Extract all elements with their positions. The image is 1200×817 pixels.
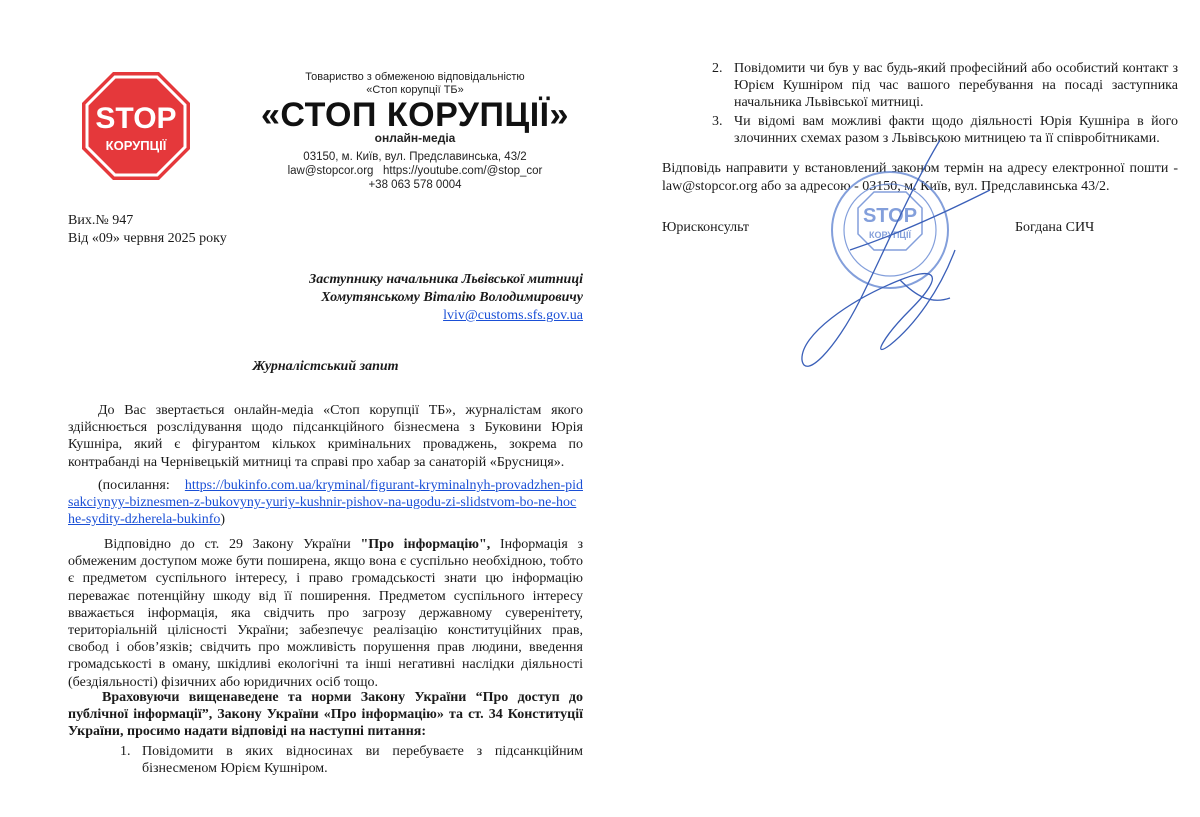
- law-text-before: Відповідно до ст. 29 Закону України: [104, 537, 351, 552]
- question-number: 1.: [120, 744, 131, 759]
- org-contacts: [230, 165, 600, 177]
- org-youtube[interactable]: https://youtube.com/@stop_cor: [383, 165, 543, 177]
- signatory-role: Юрисконсульт: [662, 220, 750, 235]
- recipient-position: Заступнику начальника Львівської митниці: [309, 272, 583, 287]
- source-article-link[interactable]: https://bukinfo.com.ua/kryminal/figurant-kryminalnyh-provadzhen-pidsakciynyy-biznesmen-z-bukovyny-yuriy-kushnir-pishov-na-ugodu-zi-slidstvom-bo-ne-hoche-sydity-dzherela-bukinfo: [68, 478, 583, 528]
- paragraph-intro: [68, 402, 583, 471]
- paragraph-law: [68, 536, 583, 691]
- question-text: Чи відомі вам можливі факти щодо діяльності Юрія Кушніра в його злочинних схемах разом з Львівською митницею та її співробітниками.: [734, 113, 1178, 146]
- outgoing-number: Вих.№ 947: [68, 213, 134, 228]
- recipient-email-link[interactable]: lviv@customs.sfs.gov.ua: [443, 308, 583, 323]
- stamp-and-signature: [790, 130, 1040, 400]
- question-number: 2.: [712, 61, 723, 76]
- stamp-sub-text: КОРУПЦІЇ: [868, 230, 912, 240]
- org-short-name: «Стоп корупції ТБ»: [366, 84, 464, 96]
- answer-instructions: Відповідь направити у встановлений законом термін на адресу електронної пошти - law@stopcor.org або за адресою - 03150, м. Київ, вул. Предславинська 43/2.: [662, 161, 1178, 194]
- org-name: «СТОП КОРУПЦІЇ»: [261, 96, 569, 134]
- org-subtitle: онлайн-медіа: [374, 131, 456, 145]
- question-number: 3.: [712, 113, 723, 129]
- request-text: Враховуючи вищенаведене та норми Закону України “Про доступ до публічної інформації”, Закону України «Про інформацію» та ст. 34 Конституції України, просимо надати відповіді на наступні питання:: [68, 690, 583, 740]
- document-title: Журналістський запит: [252, 359, 399, 374]
- link-suffix: ): [220, 512, 226, 528]
- stamp-stop-text: STOP: [862, 205, 918, 227]
- logo-sub-text: КОРУПЦІЇ: [105, 138, 167, 153]
- org-legal-form: Товариство з обмеженою відповідальністю: [305, 71, 525, 83]
- paragraph-link: [68, 477, 583, 529]
- recipient-block: [250, 271, 583, 325]
- logo-stop-text: STOP: [95, 102, 177, 135]
- question-text: Повідомити чи був у вас будь-який професійний або особистий контакт з Юрієм Кушніром під час вашого перебування на посаді заступника начальника Львівської митниці.: [734, 61, 1178, 111]
- law-text-after: Інформація з обмеженим доступом може бути поширена, якщо вона є суспільно необхідною, тобто є предметом суспільного інтересу, і право громадськості знати цю інформацію переважає потенційну шкоду від її поширення. Предметом суспільного інтересу вважається інформація, яка свідчить про загрозу державному суверенітету, територіальній цілісності України; забезпечує реалізацію конституційних прав, свобод і обов’язків; свідчить про можливість порушення прав людини, введення громадськості в оману, шкідливі екологічні та інші негативні наслідки діяльності (бездіяльності) фізичних або юридичних осіб тощо.: [68, 537, 584, 690]
- org-phone: +38 063 578 0004: [368, 179, 462, 191]
- recipient-name: Хомутянському Віталію Володимировичу: [321, 290, 583, 305]
- paragraph-request: [68, 689, 583, 741]
- company-stamp: [832, 172, 948, 288]
- question-list-left: [120, 743, 583, 777]
- list-item: [120, 743, 583, 777]
- handwritten-signature: [802, 140, 990, 366]
- question-text: Повідомити в яких відносинах ви перебуваєте з підсанкційним бізнесменом Юрієм Кушніром.: [142, 744, 583, 777]
- link-prefix: (посилання:: [98, 478, 170, 493]
- org-email[interactable]: law@stopcor.org: [287, 165, 374, 177]
- outgoing-date: Від «09» червня 2025 року: [68, 231, 227, 246]
- paragraph-intro-text: До Вас звертається онлайн-медіа «Стоп корупції ТБ», журналістам якого здійснюється розслідування щодо підсанкційного бізнесмена з Буковини Юрія Кушніра, який є фігурантом кількох кримінальних проваджень, зокрема по контрабанді на Чернівецькій митниці та справі про хабар за санаторій «Брусниця».: [68, 403, 583, 470]
- stop-logo: [80, 70, 192, 182]
- org-address: 03150, м. Київ, вул. Предславинська, 43/2: [303, 151, 527, 163]
- law-name-bold: "Про інформацію",: [360, 537, 491, 552]
- outgoing-info: [68, 212, 227, 248]
- list-item: [712, 60, 1178, 112]
- signatory-name: Богдана СИЧ: [1015, 220, 1095, 235]
